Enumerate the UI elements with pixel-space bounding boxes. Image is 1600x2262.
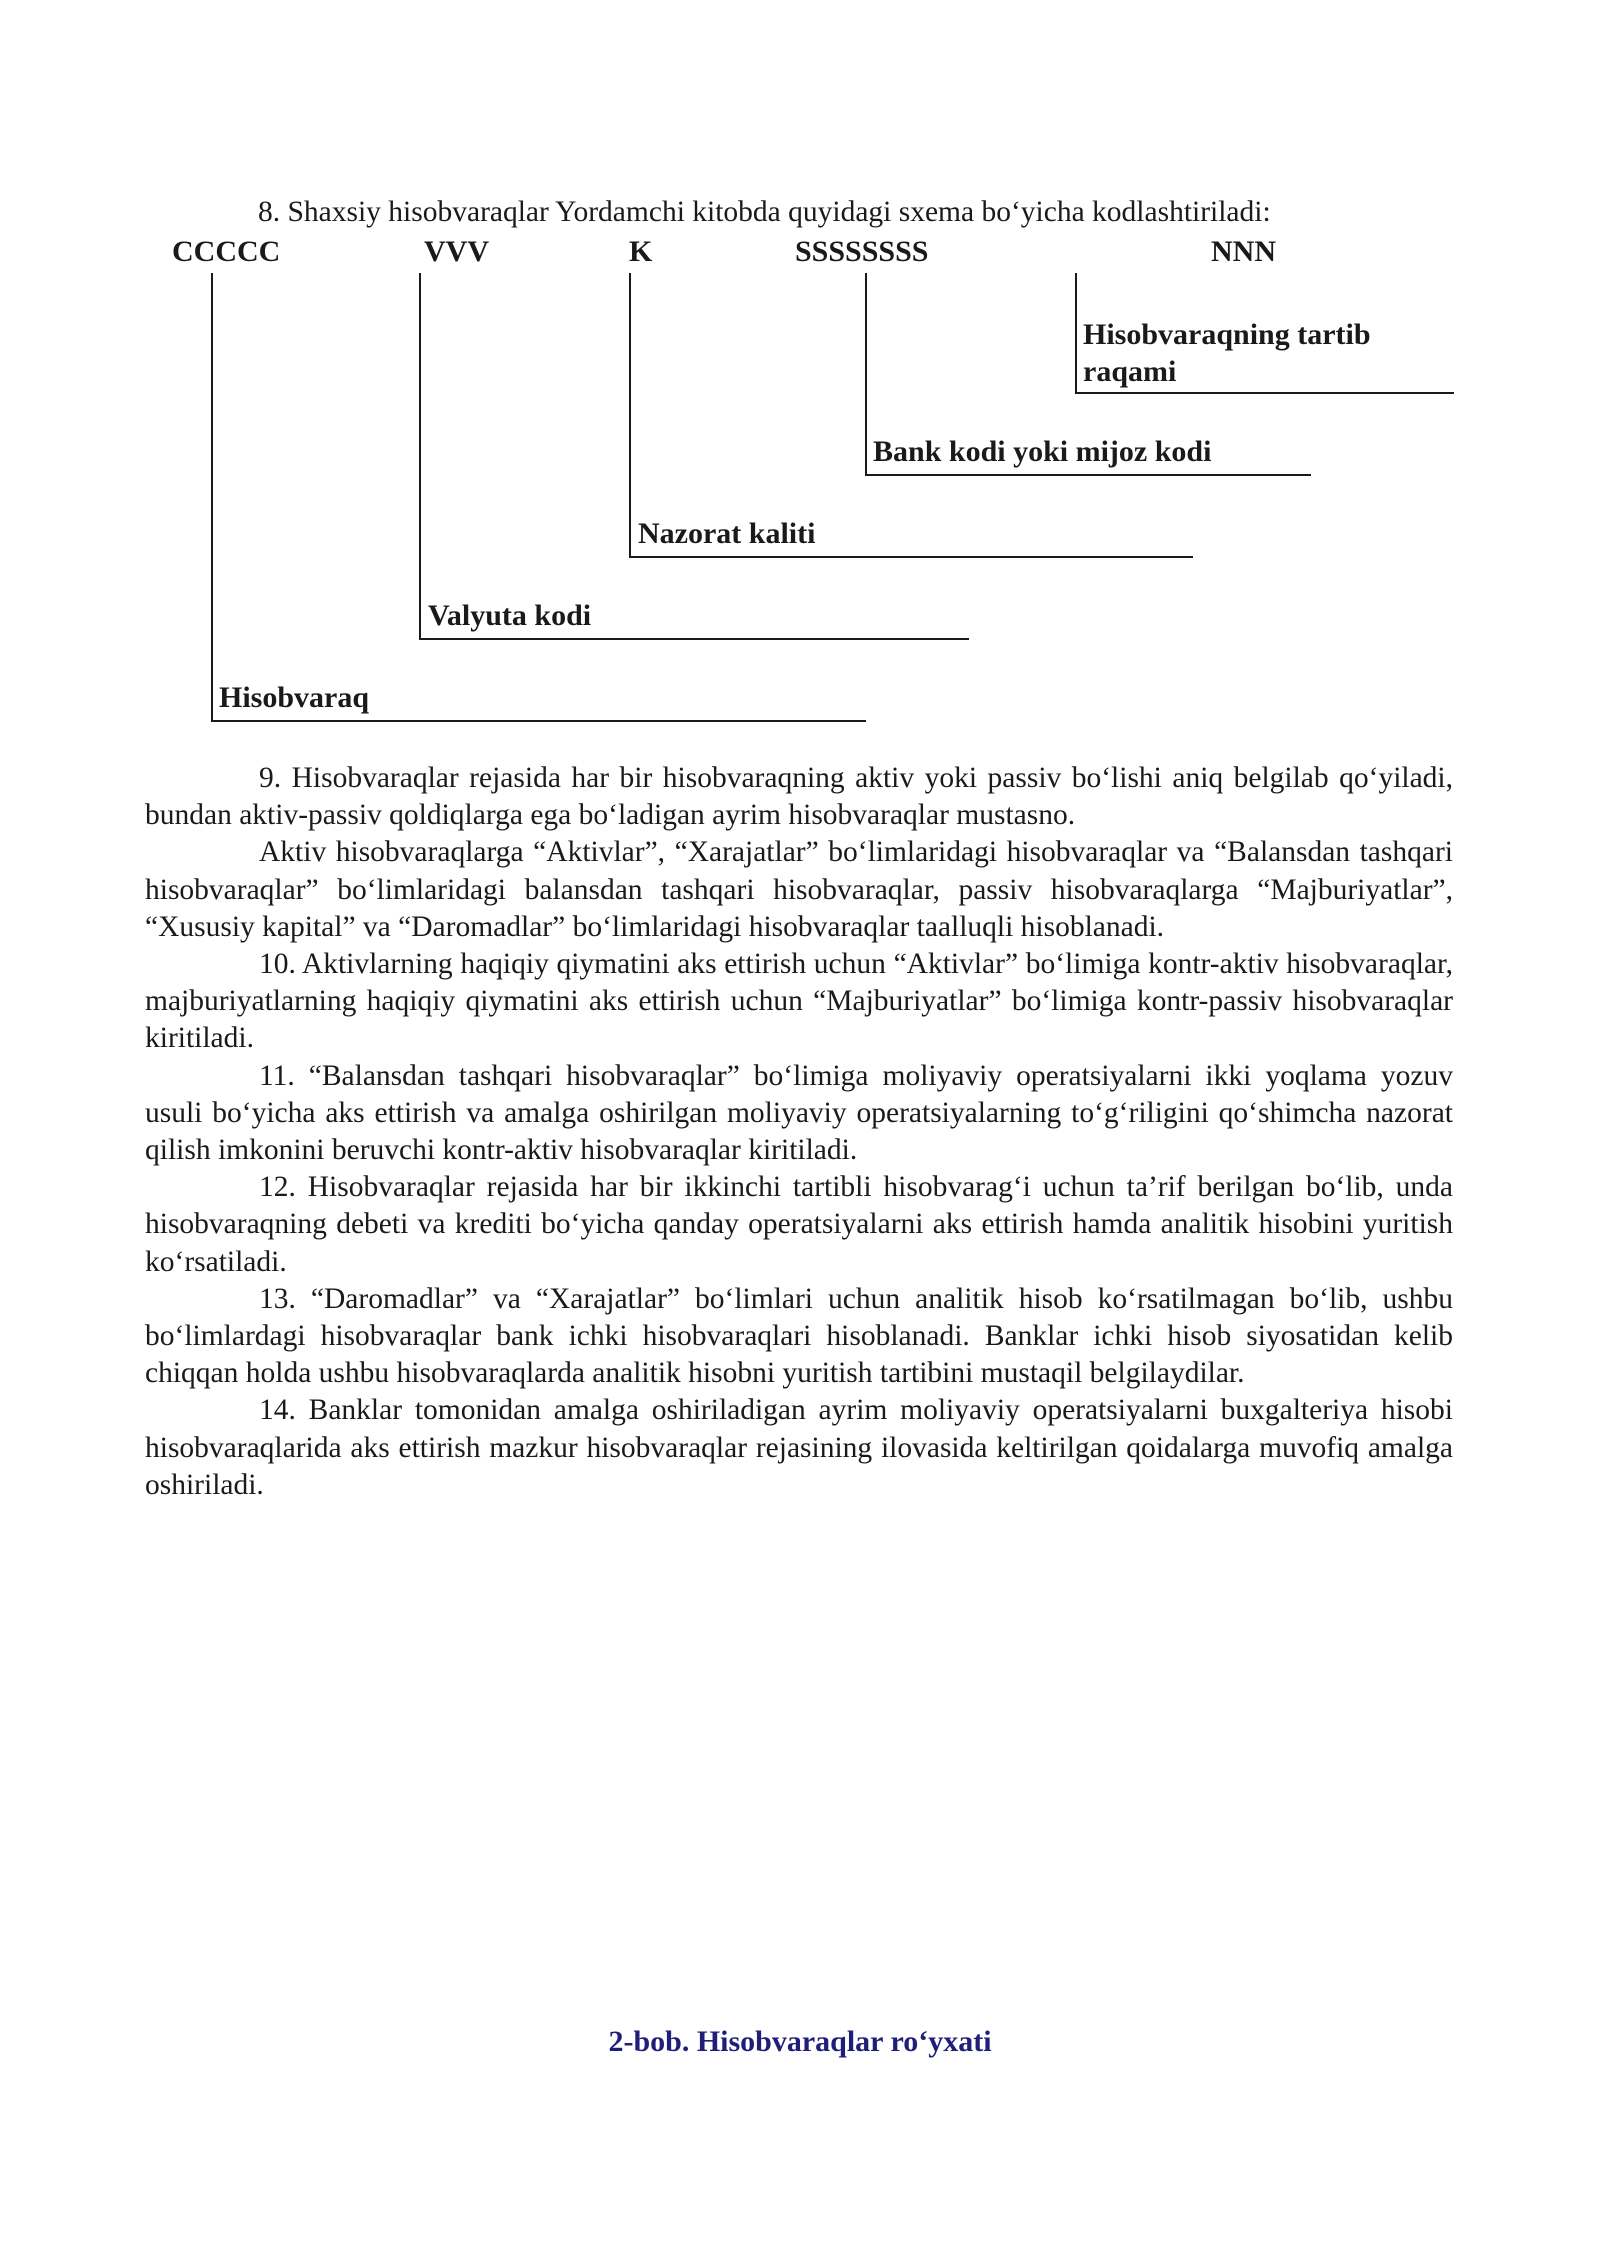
label-ccccc: Hisobvaraq: [219, 681, 370, 714]
bracket-k-vertical: [629, 273, 631, 557]
code-ssssssss: SSSSSSSS: [795, 235, 929, 268]
bracket-vvv-horizontal: [419, 638, 969, 640]
bracket-nnn-horizontal: [1075, 392, 1454, 394]
intro-paragraph: 8. Shaxsiy hisobvaraqlar Yordamchi kitobda quyidagi sxema bo‘yicha kodlashtiriladi:: [258, 196, 1271, 228]
paragraph-9-continued: Aktiv hisobvaraqlarga “Aktivlar”, “Xarajatlar” bo‘limlaridagi hisobvaraqlar va “Balansdan tashqari hisobvaraqlar” bo‘limlaridagi balansdan tashqari hisobvaraqlar, passiv hisobvaraqlarga “Majburiyatlar”, “Xususiy kapital” va “Daromadlar” bo‘limlaridagi hisobvaraqlar taalluqli hisoblanadi.: [145, 836, 1453, 943]
code-nnn: NNN: [1211, 235, 1276, 268]
label-nnn: Hisobvaraqning tartib raqami: [1083, 318, 1371, 388]
paragraph-12: 12. Hisobvaraqlar rejasida har bir ikkinchi tartibli hisobvarag‘i uchun ta’rif berilgan bo‘lib, unda hisobvaraqning debeti va krediti bo‘yicha qanday operatsiyalarni aks ettirish hamda analitik hisobini yuritish ko‘rsatiladi.: [145, 1171, 1453, 1278]
label-sss: Bank kodi yoki mijoz kodi: [873, 435, 1212, 468]
code-vvv: VVV: [424, 235, 489, 268]
paragraph-10: 10. Aktivlarning haqiqiy qiymatini aks ettirish uchun “Aktivlar” bo‘limiga kontr-aktiv hisobvaraqlar, majburiyatlarning haqiqiy qiymatini aks ettirish uchun “Majburiyatlar” bo‘limiga kontr-passiv hisobvaraqlar kiritiladi.: [145, 948, 1453, 1055]
code-k: K: [629, 235, 653, 268]
bracket-sss-vertical: [865, 273, 867, 475]
paragraph-9: 9. Hisobvaraqlar rejasida har bir hisobvaraqning aktiv yoki passiv bo‘lishi aniq belgilab qo‘yiladi, bundan aktiv-passiv qoldiqlarga ega bo‘ladigan ayrim hisobvaraqlar mustasno.: [145, 762, 1453, 832]
bracket-sss-horizontal: [865, 474, 1311, 476]
bracket-ccccc-horizontal: [211, 720, 866, 722]
label-vvv: Valyuta kodi: [428, 599, 592, 632]
paragraph-13: 13. “Daromadlar” va “Xarajatlar” bo‘limlari uchun analitik hisob ko‘rsatilmagan bo‘lib, ushbu bo‘limlardagi hisobvaraqlar bank ichki hisobvaraqlari hisoblanadi. Banklar ichki hisob siyosatidan kelib chiqqan holda ushbu hisobvaraqlarda analitik hisobni yuritish tartibini mustaqil belgilaydilar.: [145, 1282, 1453, 1390]
bracket-ccccc-vertical: [211, 273, 213, 721]
bracket-nnn-vertical: [1075, 273, 1077, 393]
paragraph-14: 14. Banklar tomonidan amalga oshiriladigan ayrim moliyaviy operatsiyalarni buxgalteriya hisobi hisobvaraqlarida aks ettirish mazkur hisobvaraqlar rejasining ilovasida keltirilgan qoidalarga muvofiq amalga oshiriladi.: [145, 1394, 1453, 1501]
paragraph-11: 11. “Balansdan tashqari hisobvaraqlar” bo‘limiga moliyaviy operatsiyalarni ikki yoqlama yozuv usuli bo‘yicha aks ettirish va amalga oshirilgan moliyaviy operatsiyalarning to‘g‘riligini qo‘shimcha nazorat qilish imkonini beruvchi kontr-aktiv hisobvaraqlar kiritiladi.: [145, 1059, 1453, 1167]
bracket-k-horizontal: [629, 556, 1193, 558]
code-ccccc: CCCCC: [172, 235, 281, 268]
label-k: Nazorat kaliti: [638, 517, 816, 550]
chapter-title: 2-bob. Hisobvaraqlar ro‘yxati: [608, 2025, 992, 2058]
bracket-vvv-vertical: [419, 273, 421, 639]
body-text: [145, 760, 1453, 1504]
